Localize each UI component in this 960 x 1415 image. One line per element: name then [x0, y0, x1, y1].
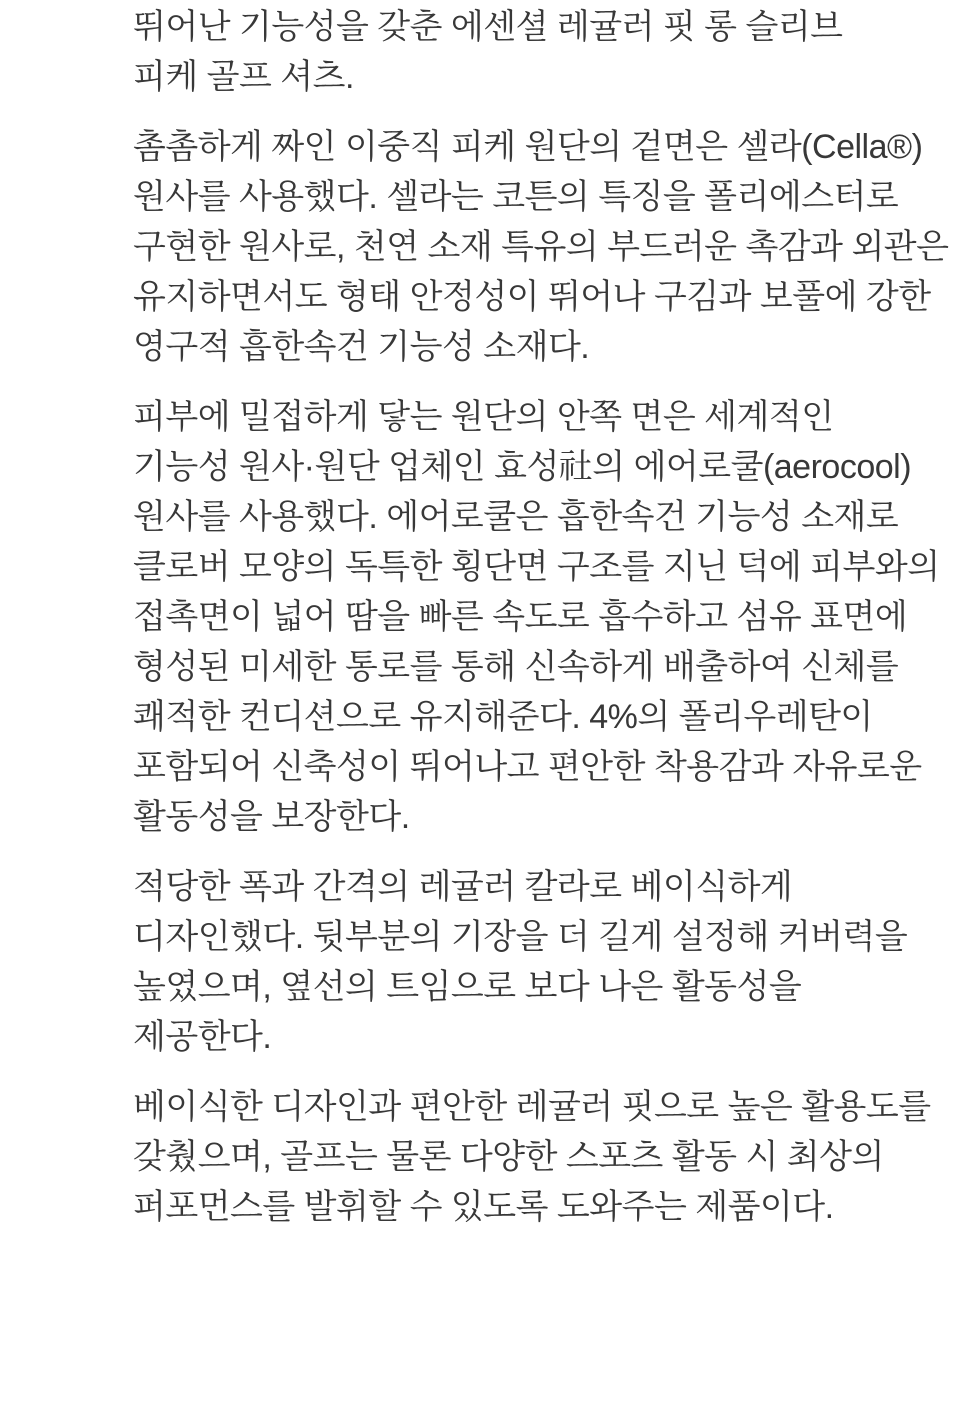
text-line: 영구적 흡한속건 기능성 소재다.	[133, 328, 590, 366]
text-line: 촘촘하게 짜인 이중직 피케 원단의 겉면은 셀라(Cella®)	[133, 128, 923, 166]
text-line: 뛰어난 기능성을 갖춘 에센셜 레귤러 핏 롱 슬리브	[133, 8, 843, 46]
text-line: 베이식한 디자인과 편안한 레귤러 핏으로 높은 활용도를	[133, 1088, 931, 1126]
text-line: 적당한 폭과 간격의 레귤러 칼라로 베이식하게	[133, 868, 793, 906]
text-line: 구현한 원사로, 천연 소재 특유의 부드러운 촉감과 외관은	[133, 228, 949, 266]
text-line: 클로버 모양의 독특한 횡단면 구조를 지닌 덕에 피부와의	[133, 548, 940, 586]
paragraph-outer-fabric	[133, 122, 949, 372]
text-line: 제공한다.	[133, 1018, 272, 1056]
text-line: 갖췄으며, 골프는 물론 다양한 스포츠 활동 시 최상의	[133, 1138, 884, 1176]
paragraph-collar-design	[133, 862, 908, 1062]
text-line: 접촉면이 넓어 땀을 빠른 속도로 흡수하고 섬유 표면에	[133, 598, 908, 636]
text-line: 유지하면서도 형태 안정성이 뛰어나 구김과 보풀에 강한	[133, 278, 931, 316]
text-line: 디자인했다. 뒷부분의 기장을 더 길게 설정해 커버력을	[133, 918, 908, 956]
text-line: 포함되어 신축성이 뛰어나고 편안한 착용감과 자유로운	[133, 748, 922, 786]
paragraph-summary	[133, 1082, 931, 1232]
text-line: 피부에 밀접하게 닿는 원단의 안쪽 면은 세계적인	[133, 398, 834, 436]
text-line: 원사를 사용했다. 에어로쿨은 흡한속건 기능성 소재로	[133, 498, 899, 536]
text-line: 쾌적한 컨디션으로 유지해준다. 4%의 폴리우레탄이	[133, 698, 873, 736]
paragraph-inner-fabric	[133, 392, 940, 842]
text-line: 퍼포먼스를 발휘할 수 있도록 도와주는 제품이다.	[133, 1188, 834, 1226]
text-line: 피케 골프 셔츠.	[133, 58, 354, 96]
text-line: 높였으며, 옆선의 트임으로 보다 나은 활동성을	[133, 968, 802, 1006]
text-line: 활동성을 보장한다.	[133, 798, 410, 836]
text-line: 형성된 미세한 통로를 통해 신속하게 배출하여 신체를	[133, 648, 899, 686]
text-line: 원사를 사용했다. 셀라는 코튼의 특징을 폴리에스터로	[133, 178, 899, 216]
text-line: 기능성 원사·원단 업체인 효성社의 에어로쿨(aerocool)	[133, 448, 912, 486]
paragraph-intro	[133, 2, 843, 102]
